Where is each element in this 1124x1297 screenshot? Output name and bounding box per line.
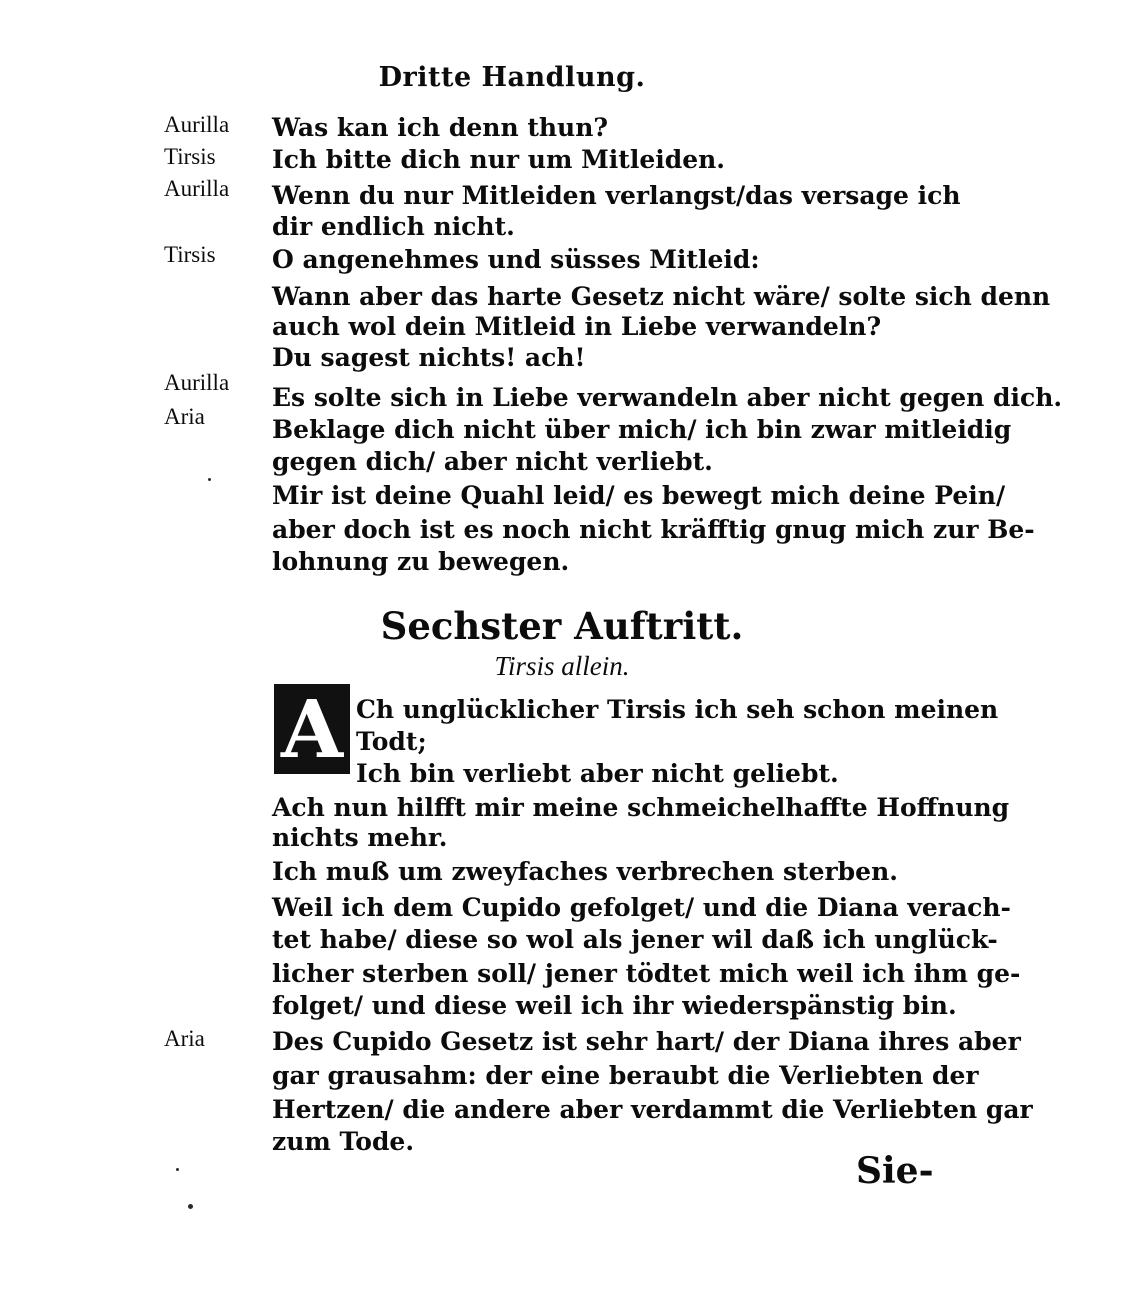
text-line: Was kan ich denn thun? <box>272 113 609 142</box>
text-line: Ach nun hilfft mir meine schmeichelhaffte Hoffnung <box>272 793 1010 822</box>
text-line: Weil ich dem Cupido gefolget/ und die Diana verach- <box>272 893 1011 922</box>
text-line: lohnung zu bewegen. <box>272 547 570 576</box>
text-line: Todt; <box>356 727 427 756</box>
text-line: Hertzen/ die andere aber verdammt die Verliebten gar <box>272 1095 1033 1124</box>
text-line: gegen dich/ aber nicht verliebt. <box>272 447 713 476</box>
speaker-label: Aurilla <box>164 112 230 137</box>
scene-title: Sechster Auftritt. <box>380 604 744 648</box>
drop-cap-initial: A <box>274 684 350 774</box>
text-line: licher sterben soll/ jener tödtet mich weil ich ihm ge- <box>272 959 1021 988</box>
text-line: Mir ist deine Quahl leid/ es bewegt mich deine Pein/ <box>272 481 1006 510</box>
text-line: folget/ und diese weil ich ihr wiederspänstig bin. <box>272 991 957 1020</box>
text-line: zum Tode. <box>272 1127 415 1156</box>
text-line: Ich bitte dich nur um Mitleiden. <box>272 145 726 174</box>
text-line: nichts mehr. <box>272 823 448 852</box>
scan-speck <box>208 478 211 481</box>
text-line: Ich muß um zweyfaches verbrechen sterben. <box>272 857 898 886</box>
speaker-label: Aurilla <box>164 176 230 201</box>
running-head: Dritte Handlung. <box>378 62 646 93</box>
text-line: Wenn du nur Mitleiden verlangst/das versage ich <box>272 181 961 210</box>
scan-speck <box>176 1168 179 1171</box>
speaker-label: Tirsis <box>164 144 216 169</box>
scan-speck <box>188 1204 193 1209</box>
text-line: Es solte sich in Liebe verwandeln aber nicht gegen dich. <box>272 383 1063 412</box>
text-line: tet habe/ diese so wol als jener wil daß ich unglück- <box>272 925 998 954</box>
text-line: Beklage dich nicht über mich/ ich bin zwar mitleidig <box>272 415 1012 444</box>
scene-subtitle: Tirsis allein. <box>494 651 630 681</box>
text-line: Ich bin verliebt aber nicht geliebt. <box>356 759 839 788</box>
speaker-label: Tirsis <box>164 242 216 267</box>
catchword: Sie- <box>856 1150 934 1192</box>
speaker-label: Aria <box>164 404 205 429</box>
text-line: gar grausahm: der eine beraubt die Verliebten der <box>272 1061 979 1090</box>
speaker-label: Aurilla <box>164 370 230 395</box>
text-line: Du sagest nichts! ach! <box>272 343 586 372</box>
text-line: auch wol dein Mitleid in Liebe verwandeln? <box>272 312 882 341</box>
text-line: aber doch ist es noch nicht kräfftig gnug mich zur Be- <box>272 515 1035 544</box>
speaker-label: Aria <box>164 1026 205 1051</box>
text-line: Ch unglücklicher Tirsis ich seh schon meinen <box>356 695 999 724</box>
text-line: Des Cupido Gesetz ist sehr hart/ der Diana ihres aber <box>272 1027 1021 1056</box>
text-line: Wann aber das harte Gesetz nicht wäre/ solte sich denn <box>272 282 1051 311</box>
text-line: dir endlich nicht. <box>272 212 515 241</box>
text-line: O angenehmes und süsses Mitleid: <box>272 245 760 274</box>
